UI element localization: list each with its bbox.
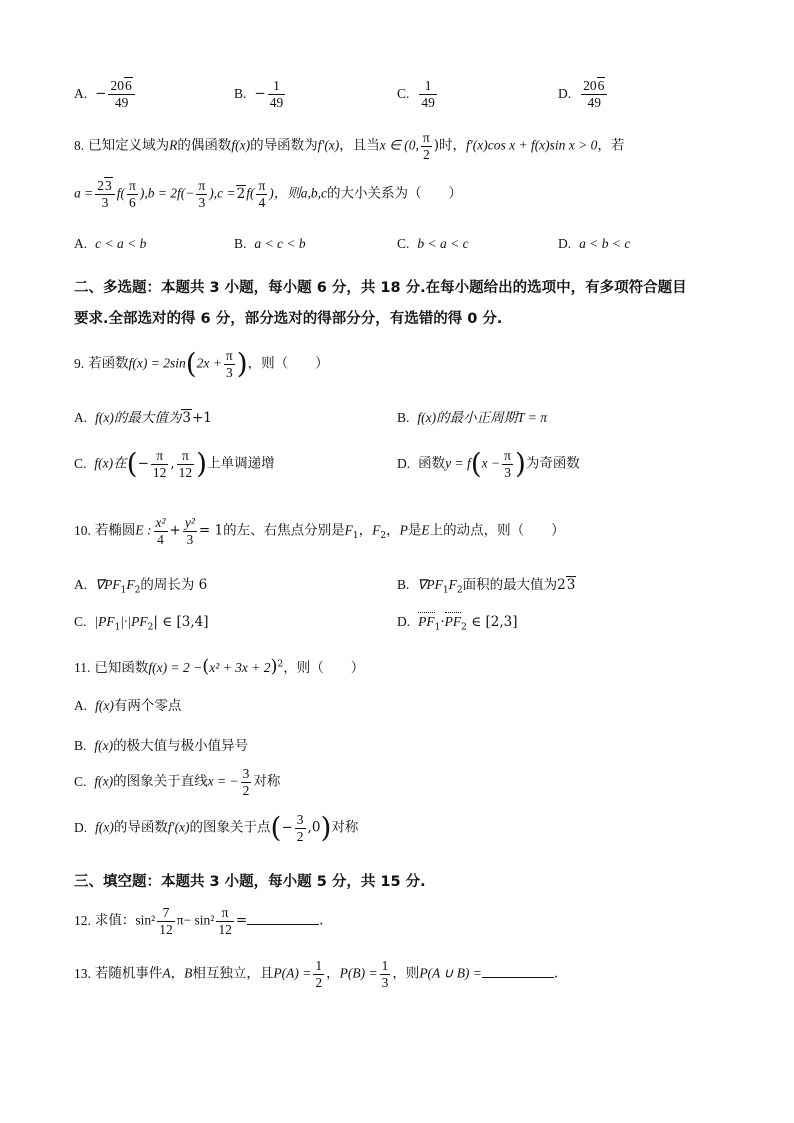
fraction: $\frac{206}{49}$ — [108, 78, 134, 110]
q9-option-a: A. f(x)的最大值为3+1 — [74, 410, 212, 426]
q7-option-c: C. $\frac{1}{49}$ — [397, 78, 435, 110]
q11-option-d: D. f(x)的导函数f′(x)的图象关于点(− $\frac{3}{2}$ ,0)对称 — [74, 811, 359, 845]
fraction: $\frac{1}{49}$ — [269, 78, 284, 110]
q9-option-d: D. 函数y = f(x − $\frac{\pi}{3}$ )为奇函数 — [397, 447, 580, 481]
q13-stem: 13. 若随机事件A，B相互独立，且P(A) = $\frac{1}{2}$ ，P(B) = $\frac{1}{3}$ ，则P(A ∪ B) = . — [74, 958, 559, 990]
q8-option-d: D. a < b < c — [558, 236, 631, 251]
q10-option-d: D. $PF_1\cdot PF_2$ ∈ [2,3] — [397, 614, 518, 633]
fraction: $\frac{1}{49}$ — [421, 78, 435, 110]
section2-heading-line2: 要求.全部选对的得 6 分，部分选对的得部分分，有选错的得 0 分. — [74, 311, 503, 327]
q8-stem-line1: 8. 已知定义域为R的偶函数f(x)的导函数为f′(x)，且当x ∈ (0, $\frac{\pi}{2}$ )时，f′(x)cos x + f(x)sin x > 0，若 — [74, 130, 625, 162]
q11-option-c: C. f(x)的图象关于直线x = − $\frac{3}{2}$ 对称 — [74, 766, 281, 798]
q11-option-a: A. f(x)有两个零点 — [74, 698, 182, 714]
q8-stem-line2: a = $\frac{23}{3}$ f( $\frac{\pi}{6}$ ),b = 2f(− $\frac{\pi}{3}$ ),c =2f( $\frac{\pi}{4}$ )，则a,b,c的大小关系为（ ） — [74, 178, 463, 210]
option-label: A. — [74, 85, 88, 101]
q8-option-c: C. b < a < c — [397, 236, 469, 251]
section3-heading: 三、填空题：本题共 3 小题，每小题 5 分，共 15 分. — [74, 874, 426, 890]
q7-option-b: B. − $\frac{1}{49}$ — [234, 78, 284, 110]
fraction: $\frac{206}{49}$ — [581, 78, 607, 110]
section2-heading: 二、多选题：本题共 3 小题，每小题 6 分，共 18 分.在每小题给出的选项中，有多项符合题目 — [74, 280, 687, 296]
q11-option-b: B. f(x)的极大值与极小值异号 — [74, 738, 249, 754]
q10-option-b: B. $\nabla PF_1F_2$面积的最大值为23 — [397, 577, 576, 596]
q10-stem: 10. 若椭圆E : $\frac{\text{x²}}{4}$ + $\frac{\text{y²}}{3}$ = 1的左、右焦点分别是$F_1$，$F_2$，P是E上的动点，则（ ） — [74, 515, 565, 547]
q7-option-a: A. − $\frac{206}{49}$ — [74, 78, 137, 110]
q8-option-a: A. c < a < b — [74, 236, 147, 251]
q10-option-a: A. $\nabla PF_1F_2$的周长为 6 — [74, 577, 208, 596]
answer-blank[interactable] — [247, 910, 319, 925]
q7-option-d: D. $\frac{206}{49}$ — [558, 78, 609, 110]
q9-option-b: B. f(x)的最小正周期T = π — [397, 410, 548, 425]
q11-stem: 11. 已知函数$f(x) = 2 -(x^2 + 3x + 2)^2$，则（ ） — [74, 656, 365, 677]
q12-stem: 12. 求值：sin² $\frac{7}{12}$ π− sin² $\frac{\pi}{12}$ = . — [74, 905, 324, 937]
answer-blank[interactable] — [482, 963, 554, 978]
q9-option-c: C. f(x)在(− $\frac{\pi}{12}$ , $\frac{\pi}{12}$ )上单调递增 — [74, 447, 275, 481]
q9-stem: 9. 若函数f(x) = 2sin(2x + $\frac{\pi}{3}$ )，则（ ） — [74, 347, 329, 381]
q8-option-b: B. a < c < b — [234, 236, 306, 251]
q10-option-c: C. $|PF_1|\cdot|PF_2|$ ∈ [3,4] — [74, 614, 209, 633]
